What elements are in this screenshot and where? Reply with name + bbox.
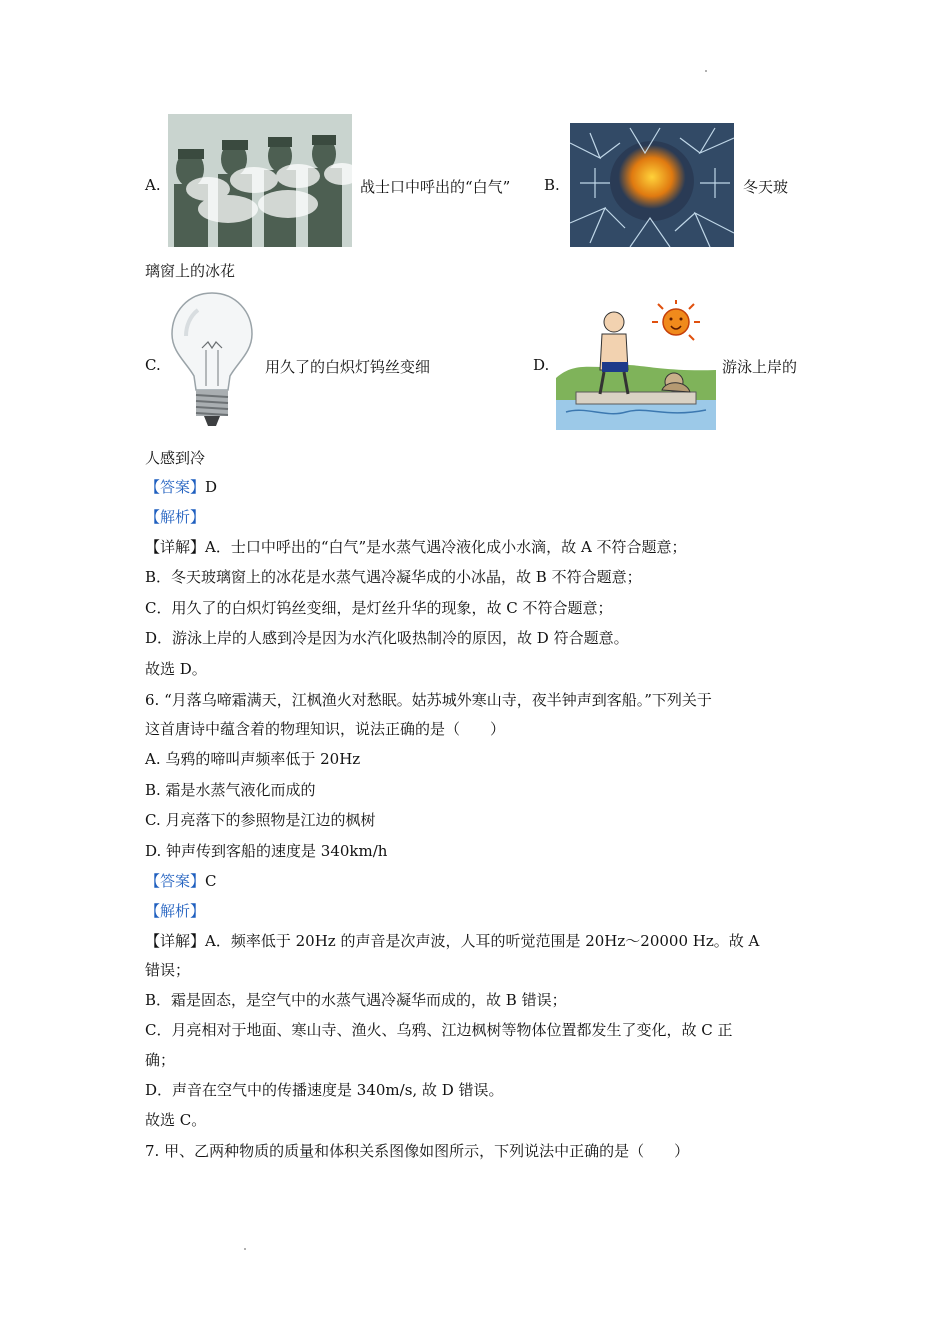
- q6-option-a: A. 乌鸦的啼叫声频率低于 20Hz: [145, 750, 361, 768]
- option-d-letter: D.: [533, 356, 550, 374]
- option-d-caption-part2: 人感到冷: [145, 449, 206, 467]
- q6-detail-a-line2: 错误；: [145, 961, 191, 979]
- answer-value: D: [205, 478, 218, 496]
- q6-detail-c-line2: 确；: [145, 1051, 176, 1069]
- option-d-caption-part1: 游泳上岸的: [722, 358, 798, 376]
- window-frost-image: [570, 123, 734, 247]
- scan-speck: [705, 70, 707, 72]
- option-c-caption: 用久了的白炽灯钨丝变细: [265, 358, 431, 376]
- option-b-caption-part1: 冬天玻: [743, 178, 789, 196]
- q7-stem: 7. 甲、乙两种物质的质量和体积关系图像如图所示，下列说法中正确的是（ ）: [145, 1142, 690, 1160]
- option-b-caption-part2: 璃窗上的冰花: [145, 262, 236, 280]
- detail-label: 【详解】: [145, 932, 206, 950]
- option-c-letter: C.: [145, 356, 161, 374]
- swimmer-cold-image: [556, 300, 716, 430]
- q6-detail-b: B．霜是固态，是空气中的水蒸气遇冷凝华而成的，故 B 错误；: [145, 991, 567, 1009]
- q5-detail-a: [145, 537, 687, 557]
- option-a-letter: A.: [145, 176, 161, 194]
- q5-answer: [145, 477, 217, 497]
- q6-stem-line1: 6. “月落乌啼霜满天，江枫渔火对愁眠。姑苏城外寒山寺，夜半钟声到客船。”下列关于: [145, 691, 712, 709]
- scan-speck: [244, 1248, 246, 1250]
- q6-conclusion: 故选 C。: [145, 1111, 207, 1129]
- q5-analysis-label: 【解析】: [145, 508, 206, 526]
- option-a-caption: 战士口中呼出的“白气”: [360, 178, 511, 196]
- answer-label: 【答案】: [145, 478, 206, 496]
- soldiers-breath-image: [168, 114, 352, 247]
- light-bulb-image: [168, 290, 256, 432]
- answer-label: 【答案】: [145, 872, 206, 890]
- answer-value: C: [205, 872, 217, 890]
- q5-conclusion: 故选 D。: [145, 660, 207, 678]
- option-b-letter: B.: [544, 176, 560, 194]
- q6-analysis-label: 【解析】: [145, 902, 206, 920]
- q6-option-b: B. 霜是水蒸气液化而成的: [145, 781, 316, 799]
- q6-detail-a-line1: [145, 931, 759, 951]
- q6-answer: [145, 871, 217, 891]
- q6-option-c: C. 月亮落下的参照物是江边的枫树: [145, 811, 376, 829]
- detail-label: 【详解】: [145, 538, 206, 556]
- q6-stem-line2: 这首唐诗中蕴含着的物理知识，说法正确的是（ ）: [145, 720, 506, 738]
- q6-detail-c-line1: C．月亮相对于地面、寒山寺、渔火、乌鸦、江边枫树等物体位置都发生了变化，故 C 正: [145, 1021, 733, 1039]
- q6-detail-d: D．声音在空气中的传播速度是 340m/s, 故 D 错误。: [145, 1081, 504, 1099]
- q5-detail-c: C．用久了的白炽灯钨丝变细，是灯丝升华的现象，故 C 不符合题意；: [145, 599, 613, 617]
- detail-text: A．士口中呼出的“白气”是水蒸气遇冷液化成小水滴，故 A 不符合题意；: [205, 538, 687, 556]
- q5-detail-d: D．游泳上岸的人感到冷是因为水汽化吸热制冷的原因，故 D 符合题意。: [145, 629, 629, 647]
- detail-text: A．频率低于 20Hz 的声音是次声波，人耳的听觉范围是 20Hz～20000 Hz。故 A: [205, 932, 760, 950]
- q6-option-d: D. 钟声传到客船的速度是 340km/h: [145, 842, 388, 860]
- q5-detail-b: B．冬天玻璃窗上的冰花是水蒸气遇冷凝华成的小冰晶，故 B 不符合题意；: [145, 568, 642, 586]
